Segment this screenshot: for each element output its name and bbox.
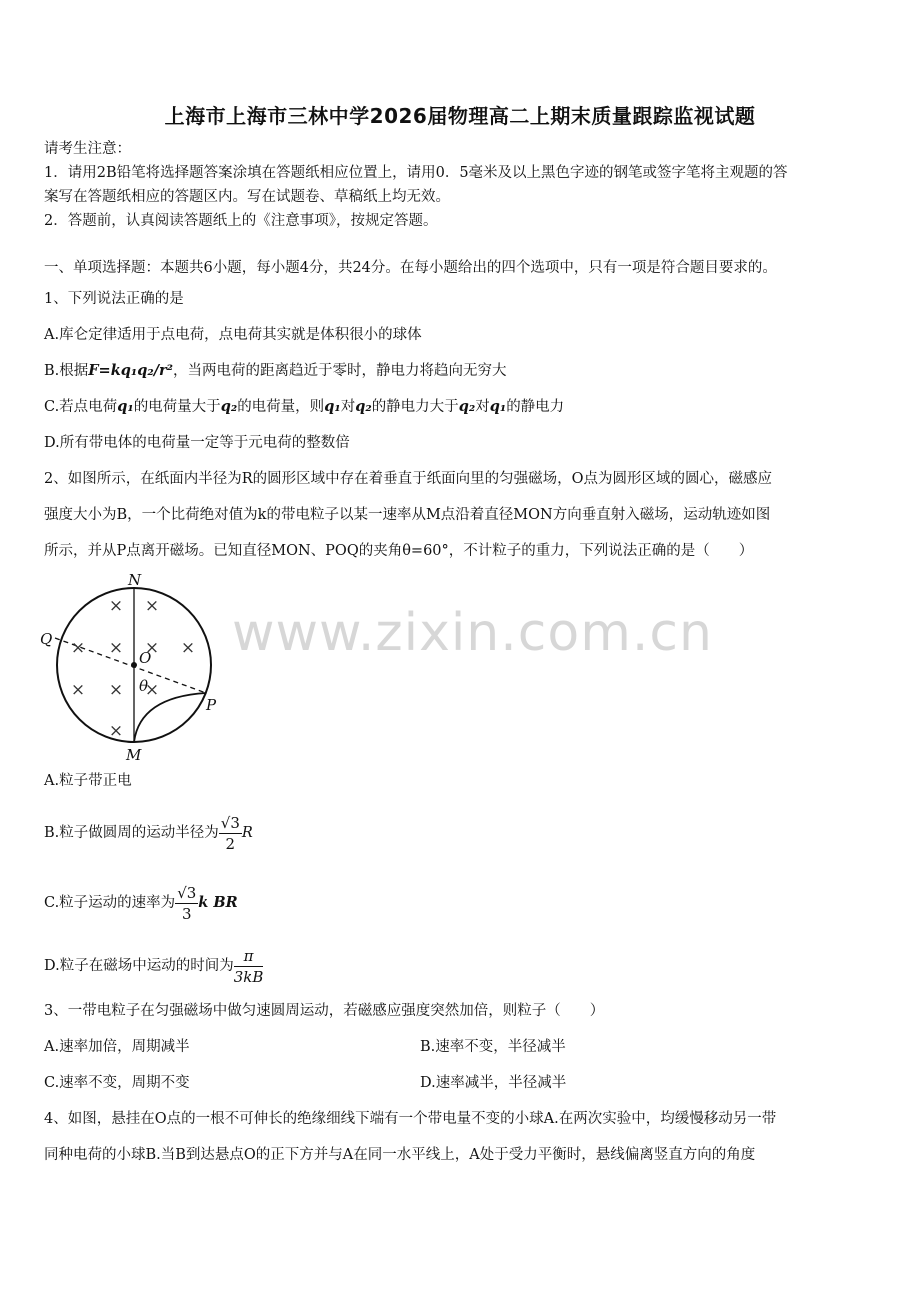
q2-option-d: [44, 944, 263, 988]
field-cross: ×: [144, 680, 160, 700]
q1-c-text-7: 的静电力: [506, 399, 565, 415]
q4-line-1: 4、如图，悬挂在O点的一根不可伸长的绝缘细线下端有一个带电量不变的小球A.在两次实验中，均缓慢移动另一带: [44, 1111, 777, 1127]
q1-option-b: [44, 361, 507, 381]
label-o: O: [139, 649, 152, 667]
q2-d-prefix: D.粒子在磁场中运动的时间为: [44, 958, 234, 974]
q1-b-suffix: ，当两电荷的距离趋近于零时，静电力将趋向无穷大: [173, 363, 507, 379]
q2-c-prefix: C.粒子运动的速率为: [44, 895, 176, 911]
q1-c-text-3: 的电荷量，则: [237, 399, 325, 415]
q2-b-prefix: B.粒子做圆周的运动半径为: [44, 825, 219, 841]
field-cross: ×: [144, 638, 160, 658]
label-q: Q: [40, 630, 53, 648]
q1-b-prefix: B.根据: [44, 363, 89, 379]
label-m: M: [126, 746, 142, 764]
q1-b-formula: F=kq₁q₂/r²: [88, 362, 174, 379]
q1-c-q1-b: q₁: [324, 398, 341, 415]
field-cross: ×: [70, 638, 86, 658]
q2-line-1: 2、如图所示，在纸面内半径为R的圆形区域中存在着垂直于纸面向里的匀强磁场，O点为圆形区域的圆心，磁感应: [44, 471, 773, 487]
q2-c-denominator: 3: [181, 904, 192, 923]
q3-stem: 3、一带电粒子在匀强磁场中做匀速圆周运动，若磁感应强度突然加倍，则粒子（ ）: [44, 1003, 605, 1019]
q2-d-denominator: 3kB: [233, 967, 264, 986]
q2-b-suffix: R: [241, 825, 253, 841]
q3-option-d: D.速率减半，半径减半: [420, 1075, 567, 1091]
q2-option-a: A.粒子带正电: [44, 773, 132, 789]
notice-item-1b: 案写在答题纸相应的答题区内。写在试题卷、草稿纸上均无效。: [44, 189, 450, 205]
page-title: 上海市上海市三林中学2026届物理高二上期末质量跟踪监视试题: [164, 104, 756, 128]
q1-c-q1: q₁: [117, 398, 134, 415]
field-cross: ×: [108, 638, 124, 658]
center-dot: [131, 662, 137, 668]
label-theta: θ: [139, 677, 149, 695]
q2-d-numerator: π: [234, 946, 264, 967]
label-p: P: [206, 696, 217, 714]
q1-c-q2-b: q₂: [355, 398, 372, 415]
field-cross: ×: [70, 680, 86, 700]
field-cross: ×: [108, 721, 124, 741]
q1-stem: 1、下列说法正确的是: [44, 291, 184, 307]
q2-c-fraction: [175, 883, 198, 924]
q1-c-q1-c: q₁: [489, 398, 507, 415]
q1-c-text-4: 对: [340, 399, 356, 415]
q1-c-text-6: 对: [475, 399, 490, 415]
q1-option-c: [44, 397, 564, 417]
q3-option-c: C.速率不变，周期不变: [44, 1075, 190, 1091]
q4-line-2: 同种电荷的小球B.当B到达悬点O的正下方并与A在同一水平线上，A处于受力平衡时，悬线偏离竖直方向的角度: [44, 1147, 756, 1163]
particle-trajectory: [134, 693, 206, 742]
field-cross: ×: [180, 638, 196, 658]
field-cross: ×: [108, 680, 124, 700]
q1-c-q2: q₂: [220, 398, 238, 415]
q2-c-suffix: k BR: [198, 894, 238, 911]
q1-c-q2-c: q₂: [458, 398, 476, 415]
q2-c-numerator: √3: [177, 883, 197, 902]
q2-b-fraction: [219, 813, 242, 854]
q1-c-text-5: 的静电力大于: [371, 399, 459, 415]
q2-b-numerator: √3: [220, 813, 240, 832]
q1-c-text-2: 的电荷量大于: [133, 399, 221, 415]
q1-option-a: A.库仑定律适用于点电荷，点电荷其实就是体积很小的球体: [44, 327, 422, 343]
watermark-text: www.zixin.com.cn: [232, 603, 713, 663]
section-heading: 一、单项选择题：本题共6小题，每小题4分，共24分。在每小题给出的四个选项中，只有一项是符合题目要求的。: [44, 260, 777, 276]
q2-b-denominator: 2: [225, 834, 236, 853]
q3-option-a: A.速率加倍，周期减半: [44, 1039, 190, 1055]
q3-option-b: B.速率不变，半径减半: [420, 1039, 566, 1055]
q1-c-text-1: C.若点电荷: [44, 399, 118, 415]
q2-line-3: 所示，并从P点离开磁场。已知直径MON、POQ的夹角θ=60°，不计粒子的重力，下列说法正确的是（ ）: [44, 543, 754, 559]
notice-item-1a: 1．请用2B铅笔将选择题答案涂填在答题纸相应位置上，请用0．5毫米及以上黑色字迹的钢笔或签字笔将主观题的答: [44, 165, 788, 181]
magnetic-field-figure: [38, 572, 228, 764]
q2-line-2: 强度大小为B，一个比荷绝对值为k的带电粒子以某一速率从M点沿着直径MON方向垂直射入磁场，运动轨迹如图: [44, 507, 771, 523]
q1-option-d: D.所有带电体的电荷量一定等于元电荷的整数倍: [44, 435, 350, 451]
field-cross: ×: [108, 596, 124, 616]
label-n: N: [128, 572, 142, 589]
q2-option-c: [44, 881, 238, 925]
notice-heading: 请考生注意：: [44, 141, 131, 157]
field-crosses: [71, 596, 195, 741]
q2-d-fraction: [234, 946, 264, 987]
field-cross: ×: [144, 596, 160, 616]
notice-item-2: 2．答题前，认真阅读答题纸上的《注意事项》，按规定答题。: [44, 213, 438, 229]
q2-option-b: [44, 811, 253, 855]
